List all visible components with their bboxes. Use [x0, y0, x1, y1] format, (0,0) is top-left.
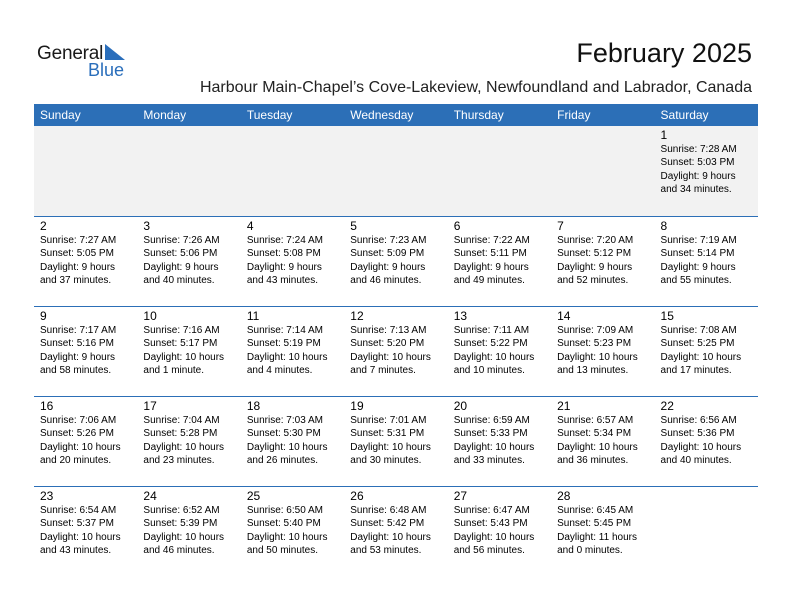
- day-number: 15: [660, 309, 674, 323]
- day-cell: [551, 487, 654, 576]
- daylight-minutes-text: and 56 minutes.: [453, 545, 525, 557]
- sunset-text: Sunset: 5:20 PM: [350, 338, 425, 350]
- sunset-text: Sunset: 5:12 PM: [557, 248, 632, 260]
- daylight-minutes-text: and 23 minutes.: [143, 455, 215, 467]
- daylight-minutes-text: and 46 minutes.: [143, 545, 215, 557]
- day-cell: [34, 397, 137, 486]
- day-cell: [137, 397, 240, 486]
- calendar-grid: [34, 126, 758, 576]
- day-number: 25: [246, 489, 261, 503]
- sunrise-text: Sunrise: 6:54 AM: [40, 505, 117, 516]
- sunrise-text: Sunrise: 7:09 AM: [557, 325, 634, 336]
- page-title: February 2025: [576, 38, 752, 68]
- daylight-minutes-text: and 17 minutes.: [660, 365, 732, 377]
- day-number: 12: [350, 309, 364, 323]
- day-number: 8: [660, 219, 668, 233]
- logo-text-general: General: [37, 43, 104, 64]
- daylight-minutes-text: and 40 minutes.: [660, 455, 732, 467]
- daylight-minutes-text: and 30 minutes.: [350, 455, 422, 467]
- day-cell: [34, 307, 137, 396]
- sunset-text: Sunset: 5:37 PM: [40, 518, 114, 530]
- weekday-header: [34, 104, 758, 126]
- weekday-tuesday: Tuesday: [246, 108, 293, 122]
- day-cell: [448, 487, 551, 576]
- daylight-text: Daylight: 10 hours: [246, 351, 328, 363]
- sunset-text: Sunset: 5:34 PM: [557, 428, 632, 440]
- sunset-text: Sunset: 5:11 PM: [453, 248, 527, 260]
- day-cell: [34, 217, 137, 306]
- day-cell: [241, 397, 344, 486]
- empty-day-cell: [655, 487, 758, 576]
- day-cell: [344, 487, 447, 576]
- weekday-saturday: Saturday: [660, 108, 709, 122]
- day-cell: [655, 307, 758, 396]
- sunset-text: Sunset: 5:39 PM: [143, 518, 218, 530]
- daylight-minutes-text: and 50 minutes.: [246, 545, 319, 557]
- day-number: 28: [557, 489, 571, 503]
- sunrise-text: Sunrise: 7:27 AM: [40, 235, 117, 246]
- sunset-text: Sunset: 5:45 PM: [557, 518, 632, 530]
- empty-day-cell: [448, 126, 551, 216]
- daylight-text: Daylight: 10 hours: [143, 531, 225, 543]
- day-cell: [241, 217, 344, 306]
- day-number: 17: [143, 399, 157, 413]
- daylight-text: Daylight: 10 hours: [453, 441, 535, 453]
- day-cell: [137, 217, 240, 306]
- calendar-week: [34, 126, 758, 216]
- sunset-text: Sunset: 5:14 PM: [660, 248, 735, 260]
- day-cell: [448, 307, 551, 396]
- sunset-text: Sunset: 5:33 PM: [453, 428, 528, 440]
- sunset-text: Sunset: 5:36 PM: [660, 428, 735, 440]
- day-number: 13: [453, 309, 468, 323]
- sunset-text: Sunset: 5:28 PM: [143, 428, 218, 440]
- sunset-text: Sunset: 5:23 PM: [557, 338, 632, 350]
- weekday-sunday: Sunday: [40, 108, 81, 122]
- sunrise-text: Sunrise: 6:57 AM: [557, 415, 634, 426]
- day-number: 22: [660, 399, 674, 413]
- sunset-text: Sunset: 5:43 PM: [453, 518, 528, 530]
- day-cell: [551, 397, 654, 486]
- sunrise-text: Sunrise: 7:28 AM: [660, 144, 737, 155]
- day-number: 21: [557, 399, 571, 413]
- day-cell: [137, 487, 240, 576]
- day-cell: [655, 217, 758, 306]
- logo-text-blue: Blue: [88, 60, 125, 80]
- daylight-text: Daylight: 10 hours: [40, 531, 121, 543]
- daylight-minutes-text: and 10 minutes.: [453, 365, 525, 377]
- day-number: 20: [453, 399, 468, 413]
- sunrise-text: Sunrise: 7:19 AM: [660, 235, 737, 246]
- daylight-minutes-text: and 36 minutes.: [557, 455, 629, 467]
- sunset-text: Sunset: 5:25 PM: [660, 338, 735, 350]
- day-cell: [448, 397, 551, 486]
- day-number: 26: [350, 489, 364, 503]
- day-cell: [344, 397, 447, 486]
- daylight-minutes-text: and 13 minutes.: [557, 365, 629, 377]
- daylight-text: Daylight: 10 hours: [246, 441, 328, 453]
- calendar-week: [34, 306, 758, 396]
- empty-day-cell: [137, 126, 240, 216]
- sunset-text: Sunset: 5:09 PM: [350, 248, 425, 260]
- sunrise-text: Sunrise: 6:50 AM: [246, 505, 323, 516]
- sunrise-text: Sunrise: 6:47 AM: [453, 505, 530, 516]
- daylight-text: Daylight: 10 hours: [453, 531, 535, 543]
- daylight-text: Daylight: 10 hours: [143, 351, 225, 363]
- calendar-week: [34, 396, 758, 486]
- daylight-text: Daylight: 9 hours: [660, 261, 736, 273]
- sunset-text: Sunset: 5:08 PM: [246, 248, 321, 260]
- sunset-text: Sunset: 5:05 PM: [40, 248, 114, 260]
- daylight-minutes-text: and 37 minutes.: [40, 275, 112, 287]
- daylight-minutes-text: and 1 minute.: [143, 365, 205, 377]
- daylight-minutes-text: and 7 minutes.: [350, 365, 416, 377]
- sunrise-text: Sunrise: 7:03 AM: [246, 415, 323, 426]
- daylight-minutes-text: and 4 minutes.: [246, 365, 313, 377]
- daylight-minutes-text: and 43 minutes.: [40, 545, 112, 557]
- day-number: 16: [40, 399, 54, 413]
- empty-day-cell: [344, 126, 447, 216]
- sunrise-text: Sunrise: 7:24 AM: [246, 235, 323, 246]
- daylight-minutes-text: and 53 minutes.: [350, 545, 422, 557]
- daylight-minutes-text: and 46 minutes.: [350, 275, 422, 287]
- sunrise-text: Sunrise: 7:20 AM: [557, 235, 634, 246]
- weekday-thursday: Thursday: [453, 108, 504, 122]
- day-cell: [551, 217, 654, 306]
- day-number: 7: [557, 219, 564, 233]
- day-number: 10: [143, 309, 157, 323]
- sunrise-text: Sunrise: 7:17 AM: [40, 325, 117, 336]
- day-number: 27: [453, 489, 468, 503]
- daylight-text: Daylight: 10 hours: [246, 531, 328, 543]
- weekday-monday: Monday: [143, 108, 187, 122]
- daylight-minutes-text: and 33 minutes.: [453, 455, 525, 467]
- day-number: 1: [660, 128, 668, 142]
- sunset-text: Sunset: 5:22 PM: [453, 338, 528, 350]
- daylight-minutes-text: and 55 minutes.: [660, 275, 732, 287]
- daylight-minutes-text: and 40 minutes.: [143, 275, 215, 287]
- daylight-text: Daylight: 10 hours: [453, 351, 535, 363]
- sunset-text: Sunset: 5:26 PM: [40, 428, 114, 440]
- weekday-wednesday: Wednesday: [350, 108, 414, 122]
- daylight-text: Daylight: 10 hours: [660, 441, 742, 453]
- sunset-text: Sunset: 5:42 PM: [350, 518, 425, 530]
- daylight-text: Daylight: 10 hours: [350, 441, 431, 453]
- day-number: 9: [40, 309, 47, 323]
- sunrise-text: Sunrise: 7:26 AM: [143, 235, 220, 246]
- daylight-minutes-text: and 34 minutes.: [660, 184, 732, 196]
- empty-day-cell: [551, 126, 654, 216]
- daylight-text: Daylight: 10 hours: [143, 441, 225, 453]
- daylight-text: Daylight: 9 hours: [557, 261, 633, 273]
- empty-day-cell: [34, 126, 137, 216]
- daylight-minutes-text: and 49 minutes.: [453, 275, 525, 287]
- daylight-minutes-text: and 43 minutes.: [246, 275, 319, 287]
- day-number: 5: [350, 219, 357, 233]
- sunset-text: Sunset: 5:19 PM: [246, 338, 321, 350]
- day-cell: [551, 307, 654, 396]
- calendar-week: [34, 486, 758, 576]
- sunset-text: Sunset: 5:17 PM: [143, 338, 218, 350]
- sunrise-text: Sunrise: 6:56 AM: [660, 415, 737, 426]
- day-cell: [241, 307, 344, 396]
- day-cell: [344, 217, 447, 306]
- sunrise-text: Sunrise: 6:48 AM: [350, 505, 427, 516]
- sunset-text: Sunset: 5:16 PM: [40, 338, 114, 350]
- sunset-text: Sunset: 5:40 PM: [246, 518, 321, 530]
- daylight-text: Daylight: 9 hours: [453, 261, 529, 273]
- day-number: 3: [143, 219, 151, 233]
- daylight-minutes-text: and 0 minutes.: [557, 545, 623, 557]
- sunrise-text: Sunrise: 7:11 AM: [453, 325, 530, 336]
- day-number: 2: [40, 219, 47, 233]
- day-cell: [344, 307, 447, 396]
- daylight-text: Daylight: 9 hours: [40, 261, 116, 273]
- calendar-week: [34, 216, 758, 306]
- day-number: 24: [143, 489, 157, 503]
- daylight-minutes-text: and 26 minutes.: [246, 455, 319, 467]
- daylight-text: Daylight: 9 hours: [246, 261, 322, 273]
- daylight-text: Daylight: 10 hours: [350, 531, 431, 543]
- day-number: 19: [350, 399, 364, 413]
- day-number: 6: [453, 219, 461, 233]
- sunset-text: Sunset: 5:03 PM: [660, 157, 735, 169]
- daylight-text: Daylight: 9 hours: [660, 170, 736, 182]
- daylight-minutes-text: and 52 minutes.: [557, 275, 629, 287]
- sunrise-text: Sunrise: 7:04 AM: [143, 415, 220, 426]
- daylight-text: Daylight: 11 hours: [557, 531, 637, 543]
- daylight-text: Daylight: 9 hours: [350, 261, 426, 273]
- sunrise-text: Sunrise: 6:45 AM: [557, 505, 634, 516]
- day-cell: [137, 307, 240, 396]
- sunrise-text: Sunrise: 6:52 AM: [143, 505, 220, 516]
- sunrise-text: Sunrise: 7:13 AM: [350, 325, 427, 336]
- sunrise-text: Sunrise: 7:23 AM: [350, 235, 427, 246]
- daylight-minutes-text: and 20 minutes.: [40, 455, 112, 467]
- sunrise-text: Sunrise: 7:22 AM: [453, 235, 530, 246]
- logo-triangle-icon: [105, 44, 127, 62]
- sunrise-text: Sunrise: 7:16 AM: [143, 325, 220, 336]
- sunrise-text: Sunrise: 7:08 AM: [660, 325, 737, 336]
- sunrise-text: Sunrise: 7:14 AM: [246, 325, 323, 336]
- day-number: 18: [246, 399, 261, 413]
- sunset-text: Sunset: 5:30 PM: [246, 428, 321, 440]
- weekday-friday: Friday: [557, 108, 591, 122]
- daylight-text: Daylight: 10 hours: [350, 351, 431, 363]
- sunrise-text: Sunrise: 7:01 AM: [350, 415, 427, 426]
- day-cell: [34, 487, 137, 576]
- day-cell: [448, 217, 551, 306]
- daylight-minutes-text: and 58 minutes.: [40, 365, 112, 377]
- day-number: 14: [557, 309, 571, 323]
- sunrise-text: Sunrise: 7:06 AM: [40, 415, 117, 426]
- day-cell: [241, 487, 344, 576]
- daylight-text: Daylight: 10 hours: [557, 441, 638, 453]
- daylight-text: Daylight: 10 hours: [660, 351, 742, 363]
- sunrise-text: Sunrise: 6:59 AM: [453, 415, 530, 426]
- day-cell: [655, 126, 758, 216]
- daylight-text: Daylight: 10 hours: [40, 441, 121, 453]
- daylight-text: Daylight: 10 hours: [557, 351, 638, 363]
- day-number: 11: [246, 309, 260, 323]
- brand-logo: [37, 42, 137, 82]
- location-subtitle: Harbour Main-Chapel’s Cove-Lakeview, Newfoundland and Labrador, Canada: [199, 79, 752, 96]
- sunset-text: Sunset: 5:31 PM: [350, 428, 425, 440]
- day-number: 4: [246, 219, 254, 233]
- day-number: 23: [40, 489, 54, 503]
- day-cell: [655, 397, 758, 486]
- daylight-text: Daylight: 9 hours: [143, 261, 219, 273]
- sunset-text: Sunset: 5:06 PM: [143, 248, 218, 260]
- empty-day-cell: [241, 126, 344, 216]
- daylight-text: Daylight: 9 hours: [40, 351, 116, 363]
